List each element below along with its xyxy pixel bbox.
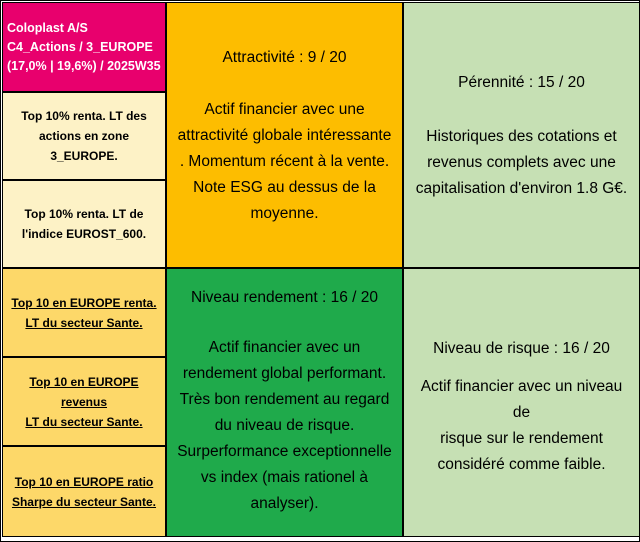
ranking-index [2,180,166,268]
rendement-line: Surperformance exceptionnelle [177,443,392,460]
ranking-sector-income-line1: Top 10 en EUROPE revenus [29,374,139,409]
attractivite-line: . Momentum récent à la vente. [179,153,390,170]
ranking-sector-income [2,357,166,446]
rendement-line: Très bon rendement au regard [179,391,390,408]
stock-title [2,2,166,92]
risque-line: considéré comme faible. [437,456,606,473]
perennite-heading: Pérennité : 15 / 20 [458,74,585,91]
rendement-line: analyser). [250,495,319,512]
risque-line: risque sur le rendement [440,430,603,447]
ranking-zone-line1: Top 10% renta. LT des [21,109,147,123]
risque-panel [403,268,640,537]
ranking-zone [2,92,166,180]
rendement-panel [166,268,403,537]
rendement-line: Actif financier avec un [208,339,361,356]
ranking-zone-line2: actions en zone 3_EUROPE. [38,129,130,163]
perennite-panel [403,2,640,268]
risque-heading: Niveau de risque : 16 / 20 [433,340,610,357]
perennite-line: capitalisation d'environ 1.8 G€. [415,180,628,197]
rendement-description [177,335,392,517]
stock-name: Coloplast A/S [7,20,88,35]
risque-line: Actif financier avec un niveau de [420,378,623,421]
ranking-index-line2: l'indice EUROST_600. [21,227,147,241]
attractivite-line: attractivité globale intéressante [177,127,392,144]
perennite-description [416,124,627,202]
rendement-line: rendement global performant. [182,365,387,382]
rendement-heading: Niveau rendement : 16 / 20 [191,289,378,306]
perennite-line: Historiques des cotations et [426,128,617,145]
stock-category: C4_Actions / 3_EUROPE [7,39,153,54]
ranking-sector-income-line2: LT du secteur Sante. [25,414,143,429]
ranking-sector-sharpe-line2: Sharpe du secteur Sante. [11,494,157,509]
stock-performance: (17,0% | 19,6%) / 2025W35 [7,58,161,73]
attractivite-heading: Attractivité : 9 / 20 [222,49,347,66]
rendement-line: vs index (mais rationel à [200,469,369,486]
rendement-line: du niveau de risque. [214,417,355,434]
ranking-sector-return-line2: LT du secteur Sante. [25,315,143,330]
attractivite-line: Actif financier avec une [204,101,365,118]
attractivite-line: moyenne. [250,205,319,222]
risque-description [410,374,633,478]
perennite-line: revenus complets avec une [427,154,616,171]
ranking-sector-sharpe-line1: Top 10 en EUROPE ratio [14,474,154,489]
attractivite-panel [166,2,403,268]
attractivite-line: Note ESG au dessus de la [193,179,376,196]
ranking-sector-return [2,268,166,357]
attractivite-description [178,97,392,227]
ranking-sector-return-line1: Top 10 en EUROPE renta. [11,295,157,310]
ranking-index-line1: Top 10% renta. LT de [24,207,144,221]
ranking-sector-sharpe [2,446,166,537]
